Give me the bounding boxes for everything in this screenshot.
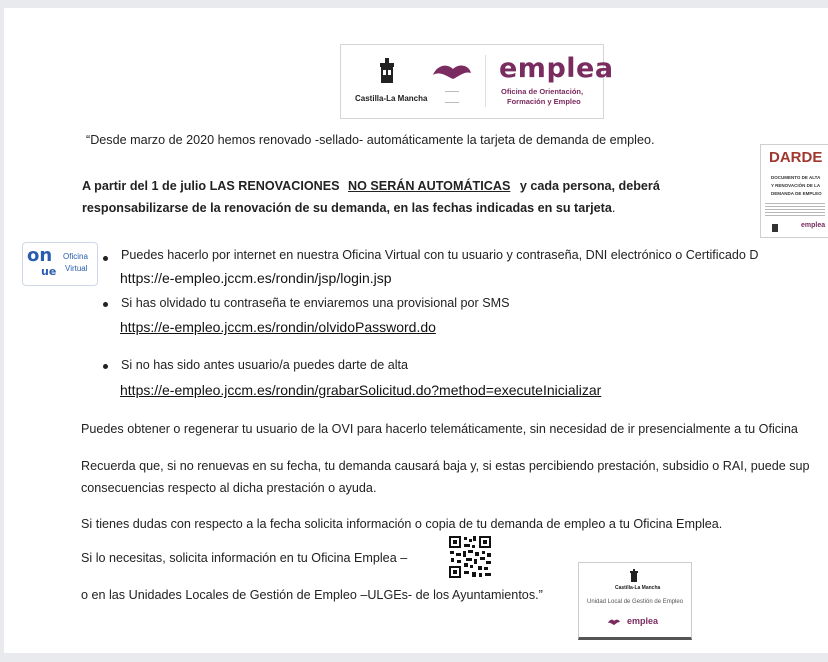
castilla-la-mancha-crest-icon: [377, 57, 397, 87]
emplea-small-caption: [445, 91, 459, 103]
darde-crest-icon: [771, 221, 779, 233]
brand-subtitle-2: Formación y Empleo: [507, 97, 581, 106]
darde-brand: emplea: [801, 222, 826, 229]
warning-paragraph-line-2: consecuencias respecto al dicha prestación o ayuda.: [81, 481, 377, 495]
region-name: Castilla-La Mancha: [355, 94, 428, 103]
darde-title: DARDE: [769, 149, 823, 166]
bullet-3-dot: [103, 364, 108, 369]
notice-part-2: y cada persona, deberá: [519, 179, 660, 193]
bullet-2-text: Si has olvidado tu contraseña te enviaremos una provisional por SMS: [121, 296, 510, 310]
darde-line-2: Y RENOVACIÓN DE LA: [771, 183, 821, 188]
ovi-mark-2: ue: [41, 265, 57, 278]
bullet-1-link[interactable]: https://e-empleo.jccm.es/rondin/jsp/login.jsp: [120, 270, 392, 286]
darde-card: [760, 144, 828, 238]
ulge-crest-icon: [629, 569, 639, 583]
bullet-3-link[interactable]: https://e-empleo.jccm.es/rondin/grabarSolicitud.do?method=executeInicializar: [120, 382, 602, 398]
ulge-brand-mark-icon: [607, 618, 621, 626]
notice-line-2: [82, 201, 615, 215]
brand-subtitle-1: Oficina de Orientación,: [501, 87, 584, 96]
notice-part-1: A partir del 1 de julio LAS RENOVACIONES: [82, 179, 340, 193]
header-logo: [340, 44, 614, 119]
darde-line-1: DOCUMENTO DE ALTA: [771, 175, 821, 180]
doubts-paragraph: Si tienes dudas con respecto a la fecha solicita información o copia de tu demanda de empleo a tu Oficina Emplea.: [81, 517, 723, 531]
emplea-brand-mark-icon: [431, 61, 473, 85]
bullet-1-dot: [103, 256, 108, 261]
intro-text: “Desde marzo de 2020 hemos renovado -sellado- automáticamente la tarjeta de demanda de empleo.: [86, 133, 655, 147]
bullet-2-dot: [103, 302, 108, 307]
darde-fine-print: [765, 203, 825, 217]
ulge-card: [578, 562, 692, 640]
bullet-1-text: Puedes hacerlo por internet en nuestra Oficina Virtual con tu usuario y contraseña, DNI electrónico o Certificado D: [121, 248, 759, 262]
logo-divider: [485, 55, 486, 107]
bullet-3-text: Si no has sido antes usuario/a puedes darte de alta: [121, 358, 409, 372]
notice-emphasis: NO SERÁN AUTOMÁTICAS: [348, 179, 511, 193]
warning-paragraph-line-1: Recuerda que, si no renuevas en su fecha, tu demanda causará baja y, si estas percibiendo prestación, subsidio o RAI, puede sup: [81, 459, 810, 473]
ulge-region: Castilla-La Mancha: [615, 585, 661, 591]
notice-period: .: [611, 201, 616, 215]
ulge-paragraph: o en las Unidades Locales de Gestión de Empleo –ULGEs- de los Ayuntamientos.”: [81, 588, 543, 602]
bullet-2-link[interactable]: https://e-empleo.jccm.es/rondin/olvidoPassword.do: [120, 319, 436, 335]
qr-code-icon: [448, 535, 492, 579]
darde-line-3: DEMANDA DE EMPLEO: [771, 191, 822, 196]
info-paragraph: Si lo necesitas, solicita información en tu Oficina Emplea –: [81, 551, 408, 565]
ovi-paragraph: Puedes obtener o regenerar tu usuario de la OVI para hacerlo telemáticamente, sin necesidad de ir presencialmente a tu Oficina: [81, 422, 798, 436]
ovi-line-2: Virtual: [65, 264, 88, 273]
ulge-brand: emplea: [627, 616, 659, 626]
notice-line-2-text: responsabilizarse de la renovación de su demanda, en las fechas indicadas en su tarjeta: [82, 201, 612, 215]
brand-name: emplea: [499, 53, 614, 84]
document-page: [4, 8, 828, 653]
oficina-virtual-logo: [22, 242, 98, 286]
ulge-title: Unidad Local de Gestión de Empleo: [587, 599, 684, 605]
notice-line-1: [82, 179, 660, 193]
ovi-line-1: Oficina: [63, 252, 88, 261]
ovi-mark: on: [27, 245, 53, 266]
